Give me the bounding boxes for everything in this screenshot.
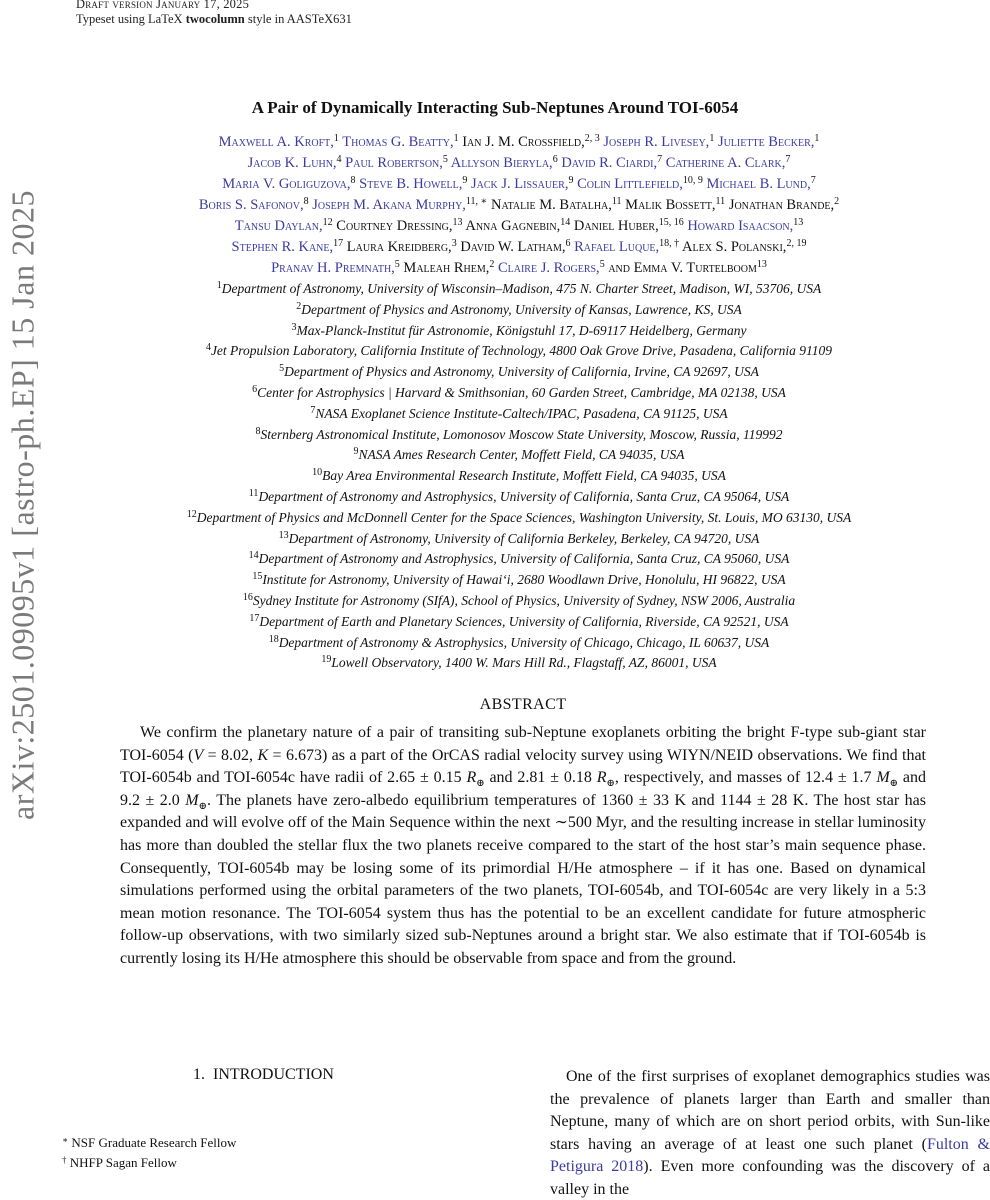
author-name: Ian J. M. Crossfield,: [462, 134, 585, 150]
author-name: Maleah Rhem,: [403, 260, 490, 276]
author-name[interactable]: Rafael Luque,: [574, 239, 660, 255]
footnote-text: NHFP Sagan Fellow: [69, 1155, 177, 1170]
affiliation-text: Department of Astronomy and Astrophysics, University of California, Santa Cruz, CA 95064, USA: [258, 488, 790, 504]
author-name[interactable]: Tansu Daylan,: [234, 218, 323, 234]
author-name[interactable]: Howard Isaacson,: [687, 218, 794, 234]
author-name[interactable]: Boris S. Safonov,: [198, 197, 304, 213]
affiliation-number: 4: [205, 342, 211, 354]
author-name[interactable]: Michael B. Lund,: [706, 176, 811, 192]
author-name[interactable]: Catherine A. Clark,: [665, 155, 786, 171]
author-affiliation-marker: 1: [709, 133, 715, 144]
abstract-heading: ABSTRACT: [479, 696, 567, 713]
paper-title: A Pair of Dynamically Interacting Sub-Neptunes Around TOI-6054: [251, 98, 739, 117]
affiliation-text: Department of Physics and McDonnell Center for the Space Sciences, Washington University, St. Louis, MO 63130, USA: [196, 509, 852, 525]
author-affiliation-marker: 18, †: [659, 238, 680, 249]
intro-paragraph: One of the first surprises of exoplanet demographics studies was the prevalence of planets larger than Earth and smaller than Neptune, many of which are on short period orbits, with Sun-like stars having an average of at least one such planet (Fulton & Petigura 2018). Even more confounding was the discovery of a valley in the: [550, 1068, 990, 1198]
author-affiliation-marker: 17: [333, 238, 344, 249]
affiliation-number: 19: [321, 654, 332, 666]
affiliation-number: 14: [248, 550, 259, 562]
author-name: Laura Kreidberg,: [346, 239, 452, 255]
author-affiliation-marker: 10, 9: [682, 175, 703, 186]
author-affiliation-marker: 9: [462, 175, 468, 186]
affiliation-item: [48, 487, 990, 508]
author-affiliation-marker: 11, ∗: [465, 196, 488, 207]
author-name: Daniel Huber,: [573, 218, 659, 234]
author-line: [48, 216, 990, 237]
author-affiliation-marker: 7: [785, 154, 791, 165]
author-affiliation-marker: 4: [336, 154, 342, 165]
author-affiliation-marker: 5: [599, 259, 605, 270]
affiliation-number: 12: [186, 508, 197, 520]
footnote-text: NSF Graduate Research Fellow: [71, 1135, 237, 1150]
affiliation-text: Department of Physics and Astronomy, University of California, Irvine, CA 92697, USA: [284, 364, 759, 380]
section-heading-introduction: [193, 1066, 334, 1084]
affiliation-number: 8: [255, 425, 261, 437]
arxiv-identifier: arXiv:2501.09095v1 [astro-ph.EP] 15 Jan 2025: [4, 190, 41, 820]
author-line: [48, 258, 990, 279]
abstract-text: We confirm the planetary nature of a pair of transiting sub-Neptune exoplanets orbiting the bright F-type sub-giant star TOI-6054 (V = 8.02, K = 6.673) as a part of the OrCAS radial velocity survey using WIYN/NEID observations. We find that TOI-6054b and TOI-6054c have radii of 2.65 ± 0.15 $R_\oplus$ and 2.81 ± 0.18 $R_\oplus$, respectively, and masses of 12.4 ± 1.7 $M_\oplus$ and 9.2 ± 2.0 $M_\oplus$. The planets have zero-albedo equilibrium temperatures of 1360 ± 33 K and 1144 ± 28 K. The host star has expanded and will evolve off of the Main Sequence within the next ∼500 Myr, and the resulting increase in stellar luminosity has more than doubled the stellar flux the two planets receive compared to the start of the host star’s main sequence phase. Consequently, TOI-6054b may be losing some of its primordial H/He atmosphere – if it has one. Based on dynamical simulations performed using the orbital parameters of the two planets, TOI-6054b, and TOI-6054c are very likely in a 5:3 mean motion resonance. The TOI-6054 system thus has the potential to be an excellent candidate for future atmospheric follow-up observations, with two similarly sized sub-Neptunes around a bright star. We also estimate that if TOI-6054b is currently losing its H/He atmosphere this should be observable from space and from the ground.: [120, 724, 927, 967]
author-affiliation-marker: 5: [442, 154, 448, 165]
author-name[interactable]: Thomas G. Beatty,: [342, 134, 454, 150]
author-line: [48, 153, 990, 174]
affiliation-item: [48, 549, 990, 570]
author-affiliation-marker: 13: [793, 217, 804, 228]
author-affiliation-marker: 13: [452, 217, 463, 228]
author-affiliation-marker: 13: [756, 259, 767, 270]
affiliation-number: 9: [353, 446, 359, 458]
affiliation-text: Lowell Observatory, 1400 W. Mars Hill Rd., Flagstaff, AZ, 86001, USA: [331, 655, 717, 671]
author-line: [48, 132, 990, 153]
affiliation-text: Department of Astronomy and Astrophysics, University of California, Santa Cruz, CA 95060, USA: [258, 551, 790, 567]
section-title: INTRODUCTION: [213, 1066, 334, 1083]
affiliation-text: Bay Area Environmental Research Institute, Moffett Field, CA 94035, USA: [322, 468, 726, 484]
author-line: [48, 237, 990, 258]
author-name: and Emma V. Turtelboom: [608, 260, 757, 276]
author-affiliation-marker: 8: [350, 175, 356, 186]
affiliation-text: Department of Astronomy, University of Wisconsin–Madison, 475 N. Charter Street, Madison, WI, 53706, USA: [221, 281, 822, 296]
affiliation-number: 3: [291, 321, 297, 333]
footnote-mark: ∗: [62, 1135, 69, 1145]
typeset-line: Typeset using LaTeX twocolumn style in AASTeX631: [76, 12, 352, 26]
author-name[interactable]: Claire J. Rogers,: [497, 260, 600, 276]
author-name[interactable]: Steve B. Howell,: [359, 176, 463, 192]
author-affiliation-marker: 3: [451, 238, 457, 249]
author-name[interactable]: Stephen R. Kane,: [231, 239, 334, 255]
author-name[interactable]: Allyson Bieryla,: [450, 155, 553, 171]
affiliation-text: Sternberg Astronomical Institute, Lomonosov Moscow State University, Moscow, Russia, 119992: [260, 426, 783, 442]
affiliation-number: 17: [249, 612, 260, 624]
author-name: David W. Latham,: [460, 239, 566, 255]
author-affiliation-marker: 5: [394, 259, 400, 270]
author-name[interactable]: Joseph R. Livesey,: [603, 134, 710, 150]
author-name[interactable]: Juliette Becker,: [717, 134, 815, 150]
affiliation-item: [48, 341, 990, 362]
affiliation-item: [48, 653, 990, 674]
author-affiliation-marker: 14: [560, 217, 571, 228]
author-affiliation-marker: 2: [834, 196, 840, 207]
affiliation-item: [48, 591, 990, 612]
affiliation-item: [48, 633, 990, 654]
affiliation-text: Institute for Astronomy, University of Hawai‘i, 2680 Woodlawn Drive, Honolulu, HI 96822, USA: [262, 572, 786, 588]
affiliation-text: Jet Propulsion Laboratory, California Institute of Technology, 4800 Oak Grove Drive, Pasadena, California 91109: [210, 343, 833, 359]
affiliation-item: [48, 570, 990, 591]
affiliation-item: [48, 425, 990, 446]
affiliation-text: Sydney Institute for Astronomy (SIfA), School of Physics, University of Sydney, NSW 2006, Australia: [252, 592, 796, 608]
author-name: Natalie M. Batalha,: [490, 197, 612, 213]
affiliation-number: 5: [279, 363, 285, 375]
author-affiliation-marker: 1: [453, 133, 459, 144]
author-name: Anna Gagnebin,: [465, 218, 561, 234]
author-affiliation-marker: 2: [489, 259, 495, 270]
affiliation-number: 10: [312, 467, 323, 479]
draft-version: Draft version January 17, 2025: [76, 0, 250, 11]
affiliation-item: [48, 404, 990, 425]
affiliation-number: 2: [296, 300, 302, 312]
footnote-mark: †: [62, 1155, 67, 1165]
right-column-text: [550, 1066, 990, 1200]
author-name: Malik Bossett,: [625, 197, 716, 213]
affiliation-item: [48, 300, 990, 321]
author-name: Jonathan Brande,: [728, 197, 835, 213]
affiliation-item: [48, 529, 990, 550]
author-name[interactable]: Paul Robertson,: [345, 155, 443, 171]
author-name: Courtney Dressing,: [336, 218, 453, 234]
citation-link[interactable]: Fulton & Petigura 2018: [550, 1135, 990, 1176]
author-affiliation-marker: 12: [322, 217, 333, 228]
author-name[interactable]: Maxwell A. Kroft,: [218, 134, 334, 150]
affiliation-text: Max-Planck-Institut für Astronomie, Königstuhl 17, D-69117 Heidelberg, Germany: [296, 322, 747, 338]
affiliation-item: [48, 612, 990, 633]
affiliation-item: [48, 508, 990, 529]
affiliation-list: [48, 279, 990, 674]
author-affiliation-marker: 7: [810, 175, 816, 186]
affiliation-number: 15: [252, 571, 263, 583]
affiliation-text: NASA Ames Research Center, Moffett Field, CA 94035, USA: [358, 447, 685, 463]
arxiv-side-stamp: [0, 0, 46, 1200]
author-name[interactable]: Jack J. Lissauer,: [471, 176, 569, 192]
author-name[interactable]: Jacob K. Luhn,: [247, 155, 337, 171]
author-name[interactable]: Pranav H. Premnath,: [271, 260, 395, 276]
affiliation-number: 13: [278, 529, 289, 541]
section-number: 1.: [193, 1066, 205, 1083]
affiliation-item: [48, 279, 990, 300]
author-name[interactable]: Joseph M. Akana Murphy,: [312, 197, 466, 213]
latex-logo: LaTeX: [148, 12, 183, 26]
author-affiliation-marker: 11: [611, 196, 622, 207]
affiliation-number: 6: [252, 383, 258, 395]
affiliation-item: [48, 321, 990, 342]
author-affiliation-marker: 1: [333, 133, 339, 144]
author-list: [48, 132, 990, 279]
page-header: [76, 0, 352, 27]
affiliation-item: [48, 383, 990, 404]
author-affiliation-marker: 6: [552, 154, 558, 165]
author-affiliation-marker: 8: [303, 196, 309, 207]
author-line: [48, 195, 990, 216]
affiliation-item: [48, 445, 990, 466]
affiliation-text: Department of Earth and Planetary Sciences, University of California, Riverside, CA 92521, USA: [259, 613, 789, 629]
author-affiliation-marker: 1: [814, 133, 820, 144]
affiliation-text: NASA Exoplanet Science Institute-Caltech/IPAC, Pasadena, CA 91125, USA: [315, 405, 728, 421]
author-name[interactable]: Maria V. Goliguzova,: [222, 176, 351, 192]
affiliation-number: 7: [310, 404, 316, 416]
affiliation-item: [48, 466, 990, 487]
affiliation-text: Center for Astrophysics | Harvard & Smithsonian, 60 Garden Street, Cambridge, MA 02138, USA: [257, 384, 786, 400]
author-affiliation-marker: 11: [715, 196, 726, 207]
author-affiliation-marker: 6: [565, 238, 571, 249]
author-affiliation-marker: 15, 16: [658, 217, 684, 228]
affiliation-number: 18: [268, 633, 279, 645]
affiliation-text: Department of Astronomy & Astrophysics, University of Chicago, Chicago, IL 60637, USA: [278, 634, 770, 650]
author-affiliation-marker: 2, 3: [584, 133, 600, 144]
affiliation-number: 1: [216, 280, 222, 291]
author-name[interactable]: David R. Ciardi,: [561, 155, 658, 171]
affiliation-number: 11: [248, 487, 259, 499]
footnote-item: [62, 1153, 236, 1173]
author-name: Alex S. Polanski,: [682, 239, 787, 255]
author-affiliation-marker: 7: [657, 154, 663, 165]
author-name[interactable]: Colin Littlefield,: [577, 176, 683, 192]
author-affiliation-marker: 9: [568, 175, 574, 186]
author-line: [48, 174, 990, 195]
affiliation-text: Department of Physics and Astronomy, University of Kansas, Lawrence, KS, USA: [301, 301, 742, 317]
footnote-item: [62, 1133, 236, 1153]
footnotes: [62, 1133, 236, 1173]
author-affiliation-marker: 2, 19: [786, 238, 807, 249]
affiliation-text: Department of Astronomy, University of California Berkeley, Berkeley, CA 94720, USA: [288, 530, 760, 546]
affiliation-number: 16: [242, 591, 253, 603]
affiliation-item: [48, 362, 990, 383]
